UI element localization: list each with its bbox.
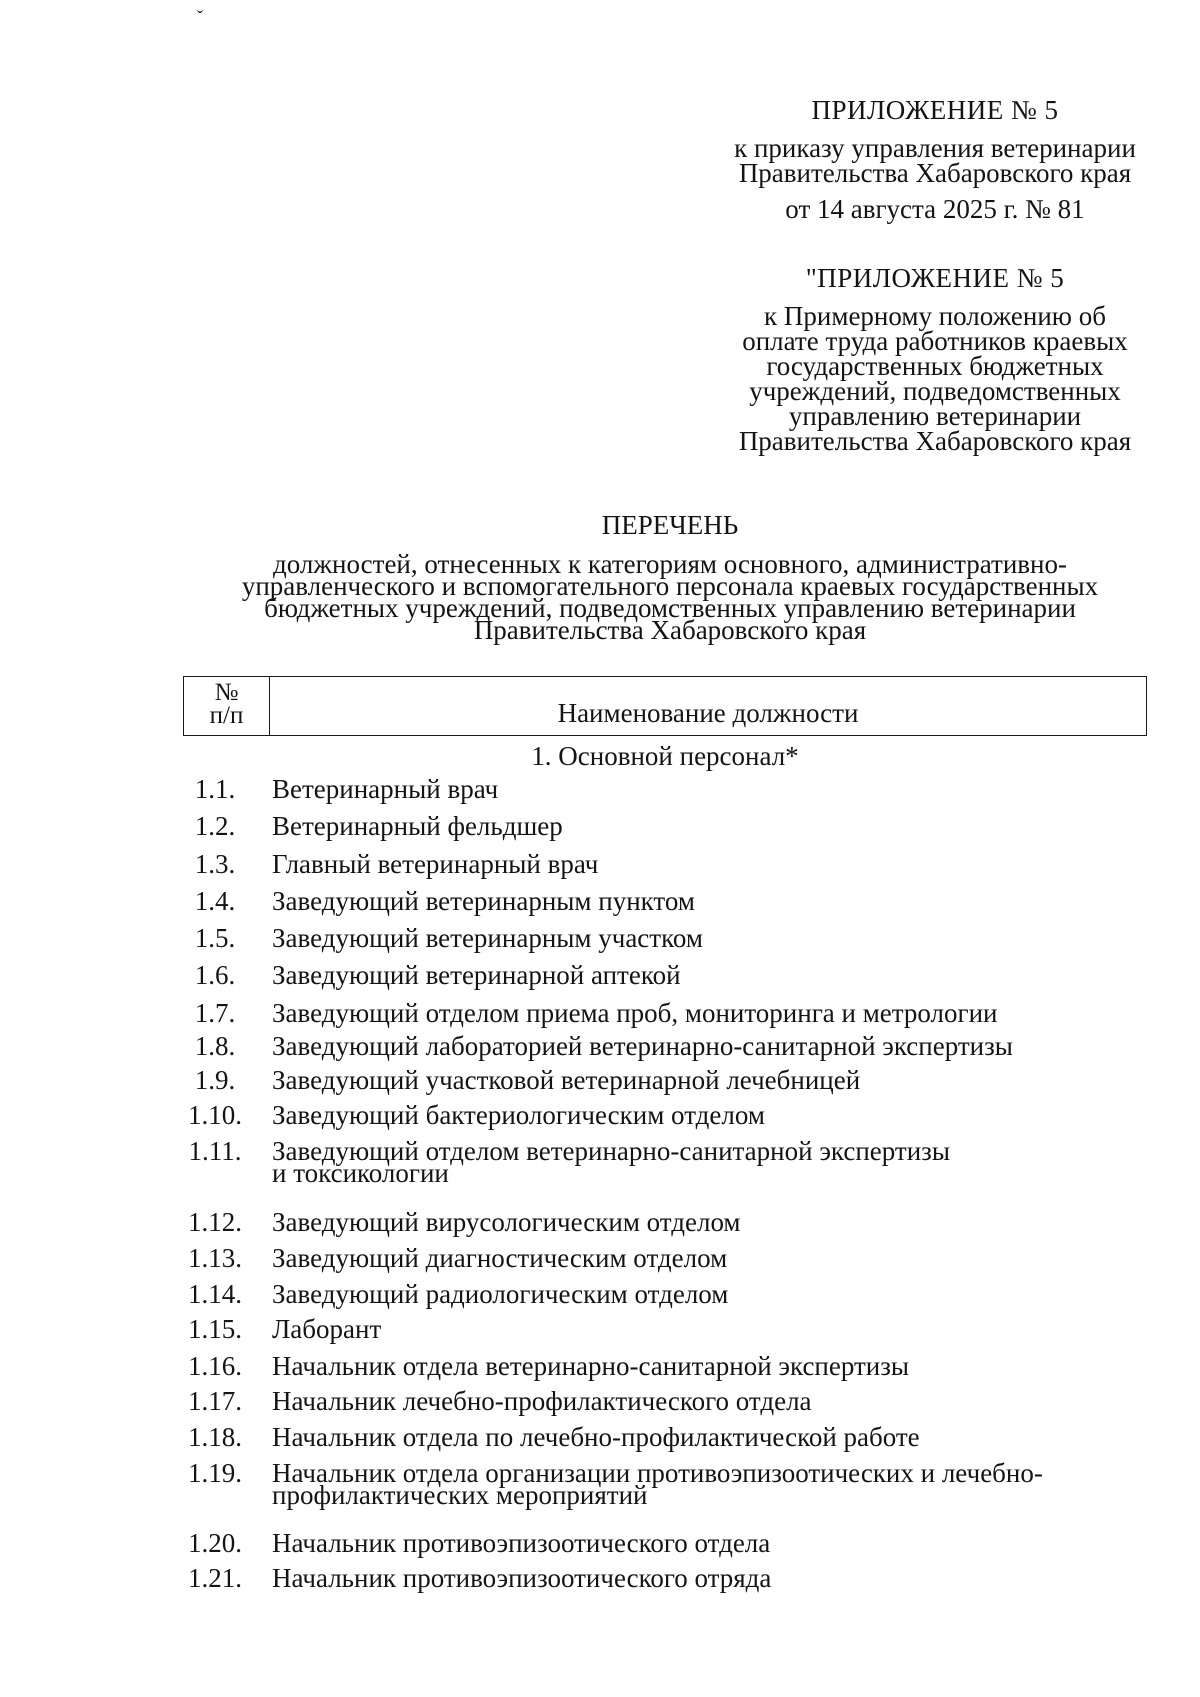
row-position-name xyxy=(272,923,1132,953)
row-number: 1.21. xyxy=(188,1563,242,1593)
appendix-line: управлению ветеринарии xyxy=(788,401,1082,431)
position-name-line: Заведующий ветеринарным участком xyxy=(272,923,703,953)
row-position-name xyxy=(272,1100,1132,1130)
row-number: 1.7. xyxy=(194,998,236,1028)
row-number: 1.4. xyxy=(194,886,236,916)
position-name-line: Заведующий диагностическим отделом xyxy=(272,1243,728,1273)
position-name-line: Ветеринарный фельдшер xyxy=(272,811,563,841)
appendix-line: Правительства Хабаровского края xyxy=(738,158,1132,188)
appendix-date: от 14 августа 2025 г. № 81 xyxy=(785,194,1085,224)
row-number: 1.19. xyxy=(188,1458,242,1488)
row-number: 1.2. xyxy=(194,811,236,841)
position-name-line: Начальник отдела организации противоэпизоотических и лечебно- xyxy=(272,1458,1043,1488)
section-heading: 1. Основной персонал* xyxy=(531,741,799,771)
subtitle-line: бюджетных учреждений, подведомственных управлению ветеринарии xyxy=(264,593,1076,623)
appendix-heading: "ПРИЛОЖЕНИЕ № 5 xyxy=(805,263,1065,293)
position-name-line: Начальник противоэпизоотического отряда xyxy=(272,1563,772,1593)
row-number: 1.15. xyxy=(188,1314,242,1344)
appendix-line: к Примерному положению об xyxy=(764,301,1106,331)
row-position-name xyxy=(272,1314,1132,1344)
position-name-line: Заведующий вирусологическим отделом xyxy=(272,1207,741,1237)
header-number-sign: № xyxy=(214,679,239,706)
subtitle-line: управленческого и вспомогательного персонала краевых государственных xyxy=(241,571,1099,601)
position-name-line: Начальник отдела по лечебно-профилактической работе xyxy=(272,1422,920,1452)
row-number: 1.20. xyxy=(188,1528,242,1558)
row-number: 1.5. xyxy=(194,923,236,953)
appendix-line: государственных бюджетных xyxy=(766,351,1104,381)
row-position-name xyxy=(272,1563,1132,1593)
position-name-line: Начальник отдела ветеринарно-санитарной экспертизы xyxy=(272,1351,910,1381)
position-name-line: Главный ветеринарный врач xyxy=(272,849,599,879)
appendix-line: Правительства Хабаровского края xyxy=(738,426,1132,456)
position-name-line: Начальник лечебно-профилактического отдела xyxy=(272,1386,812,1416)
appendix-line: оплате труда работников краевых xyxy=(742,326,1128,356)
row-position-name xyxy=(272,998,1132,1028)
position-name-line: Начальник противоэпизоотического отдела xyxy=(272,1528,771,1558)
position-name-line: Заведующий участковой ветеринарной лечебницей xyxy=(272,1065,861,1095)
appendix-line: к приказу управления ветеринарии xyxy=(734,133,1136,163)
row-position-name xyxy=(272,886,1132,916)
row-position-name xyxy=(272,811,1132,841)
row-position-name xyxy=(272,1351,1132,1381)
row-position-name xyxy=(272,849,1132,879)
position-name-line: Заведующий ветеринарной аптекой xyxy=(272,960,681,990)
row-position-name xyxy=(272,1136,1132,1188)
row-position-name xyxy=(272,960,1132,990)
position-name-line: Лаборант xyxy=(272,1314,382,1344)
row-position-name xyxy=(272,1243,1132,1273)
row-position-name xyxy=(272,1207,1132,1237)
position-name-line: Заведующий отделом ветеринарно-санитарной экспертизы xyxy=(272,1136,950,1166)
scan-mark: ˇ xyxy=(197,7,203,27)
row-number: 1.17. xyxy=(188,1386,242,1416)
row-number: 1.13. xyxy=(188,1243,242,1273)
row-number: 1.10. xyxy=(188,1100,242,1130)
row-number: 1.11. xyxy=(188,1136,242,1166)
row-position-name xyxy=(272,1458,1132,1510)
position-name-line: Заведующий лабораторией ветеринарно-санитарной экспертизы xyxy=(272,1031,1013,1061)
position-name-line: Заведующий отделом приема проб, мониторинга и метрологии xyxy=(272,998,998,1028)
position-name-line: профилактических мероприятий xyxy=(272,1480,648,1510)
row-number: 1.9. xyxy=(194,1065,236,1095)
row-position-name xyxy=(272,1279,1132,1309)
row-number: 1.3. xyxy=(194,849,236,879)
row-number: 1.6. xyxy=(194,960,236,990)
subtitle-line: Правительства Хабаровского края xyxy=(473,615,867,645)
position-name-line: Ветеринарный врач xyxy=(272,774,499,804)
subtitle-line: должностей, отнесенных к категориям основного, административно- xyxy=(273,549,1067,579)
header-number-abbrev: п/п xyxy=(209,702,244,729)
row-number: 1.1. xyxy=(194,774,236,804)
row-position-name xyxy=(272,1065,1132,1095)
row-number: 1.16. xyxy=(188,1351,242,1381)
position-name-line: Заведующий радиологическим отделом xyxy=(272,1279,729,1309)
row-position-name xyxy=(272,1386,1132,1416)
row-position-name xyxy=(272,774,1132,804)
row-position-name xyxy=(272,1528,1132,1558)
row-position-name xyxy=(272,1031,1132,1061)
appendix-line: учреждений, подведомственных xyxy=(749,376,1121,406)
row-position-name xyxy=(272,1422,1132,1452)
row-number: 1.14. xyxy=(188,1279,242,1309)
position-name-line: Заведующий бактериологическим отделом xyxy=(272,1100,765,1130)
row-number: 1.12. xyxy=(188,1207,242,1237)
position-name-line: и токсикологии xyxy=(272,1158,449,1188)
position-name-line: Заведующий ветеринарным пунктом xyxy=(272,886,695,916)
row-number: 1.18. xyxy=(188,1422,242,1452)
document-title: ПЕРЕЧЕНЬ xyxy=(601,510,739,540)
appendix-heading: ПРИЛОЖЕНИЕ № 5 xyxy=(811,95,1059,125)
row-number: 1.8. xyxy=(194,1031,236,1061)
header-position-name: Наименование должности xyxy=(557,698,859,728)
